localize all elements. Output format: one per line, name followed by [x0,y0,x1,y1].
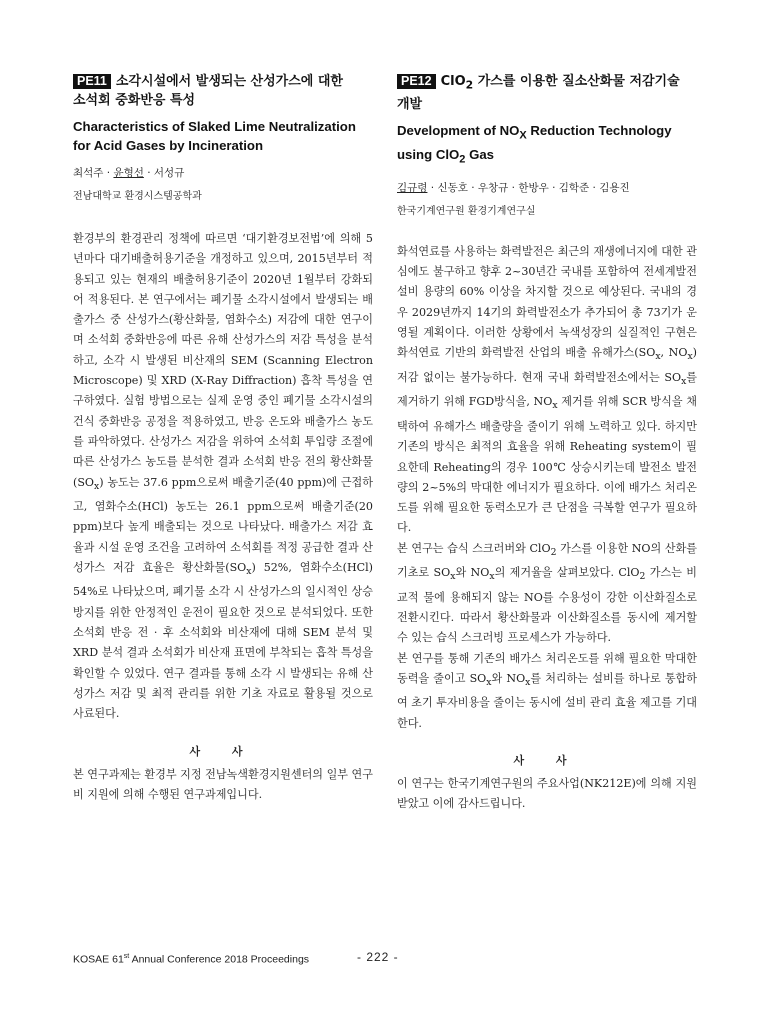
authors: 최석주 · 윤형선 · 서성규 [73,167,185,179]
body-paragraph: 본 연구를 통해 기존의 배가스 처리온도를 위해 필요한 막대한 동력을 줄이고 $SO_x$와 $NO_x$를 처리하는 설비를 하나로 통합하여 초기 투자비용을 줄이는 동시에 설비 관리 효율 제고를 기대한다. [397,651,697,730]
page-number: - 222 - [357,950,399,964]
conference-footer: KOSAE 61st Annual Conference 2018 Proceedings [73,953,310,966]
body-paragraph: 환경부의 환경관리 정책에 따르면 ‘대기환경보전법’에 의해 5년마다 대기배출허용기준을 개정하고 있으며, 2015년부터 적용되고 있는 현재의 배출허용기준이 2020년 1월부터 강화되어 적용된다. 본 연구에서는 폐기물 소각시설에서 발생되는 배출가스 중 산성가스(황산화물, 염화수소) 저감에 대한 연구이며 소석회 중화반응에 따른 유해 산성가스의 저감 특성을 분석하고, 소각 시 발생된 비산재의 SEM (Scanning Electron Microscope) 및 XRD (X-Ray Diffraction) 흡착 특성을 연구하였다. 실험 방법으로는 실제 운영 중인 폐기물 소각시설의 건식 중화반응 공정을 적용하였고, 반응 온도와 배출가스 농도를 파악하였다. 산성가스 저감을 위하여 소석회 투입량 조절에 따른 산성가스 농도를 분석한 결과 소석회 반응 전의 황산화물$(SO_x)$ 농도는 37.6 ppm으로써 배출기준(40 ppm)에 근접하고, 염화수소(HCl) 농도는 26.1 ppm으로써 배출기준(20 ppm)보다 높게 배출되는 것으로 나타났다. 배출가스 저감 효율과 시설 운영 조건을 고려하여 소석회를 적정 공급한 결과 산성가스 저감 효율은 황산화물$(SO_x)$ 52%, 염화수소(HCl) 54%로 나타났으며, 폐기물 소각 시 산성가스의 일시적인 상승 방지를 위한 안정적인 운전이 필요한 것으로 분석되었다. 또한 소석회 반응 전 · 후 소석회와 비산재에 대해 SEM 분석 및 XRD 분석 결과 소석회가 비산재 표면에 부착되는 흡착 특성을 확인할 수 있었다. 연구 결과를 통해 소각 시 발생되는 유해 산성가스 저감 및 최적 관리를 위한 기초 자료로 활용될 것으로 사료된다. [73,232,373,721]
acknowledgement-text: 본 연구과제는 환경부 지정 전남녹색환경지원센터의 일부 연구비 지원에 의해 수행된 연구과제입니다. [73,767,373,801]
presenting-author: 윤형선 [113,167,144,179]
authors: 김규령 · 신동호 · 우창규 · 한방우 · 김학준 · 김용진 [397,181,630,194]
body-paragraph: 화석연료를 사용하는 화력발전은 최근의 재생에너지에 대한 관심에도 불구하고 향후 2~30년간 국내를 포함하여 전세계발전 설비 용량의 60% 이상을 차지할 것으로 예상된다. 국내의 경우 2029년까지 14기의 화력발전소가 추가되어 총 73기가 운영될 계획이다. 이러한 상황에서 녹색성장의 실질적인 구현은 화석연료 기반의 화력발전 산업의 배출 유해가스($SO_x$, $NO_x$) 저감 없이는 불가능하다. 현재 국내 화력발전소에서는 $SO_x$를 제거하기 위해 FGD방식을, $NO_x$ 제거를 위해 SCR 방식을 채택하여 유해가스 배출량을 줄이기 위해 노력하고 있다. 하지만 기존의 방식은 최적의 효율을 위해 Reheating system이 필요한데 Reheating의 경우 100℃ 상승시키는데 발전소 발전량의 2~5%의 막대한 에너지가 필요하다. 이에 배가스 처리온도를 위해 필요한 동력소모가 큰 단점을 극복할 연구가 필요하다. [397,244,697,535]
title-english: Development of $NO_X$ Reduction Technology using ClO$_2$ Gas [397,122,672,166]
title-korean: PE11 소각시설에서 발생되는 산성가스에 대한 소석회 중화반응 특성 [73,74,343,108]
abstract-body [397,242,697,734]
abstract-pe11 [73,72,373,805]
acknowledgement-heading: 사 사 [189,744,257,758]
title-korean: PE12 ClO$_2$ 가스를 이용한 질소산화물 저감기술 개발 [397,74,680,112]
body-paragraph: 본 연구는 습식 스크러버와 ClO$_2$ 가스를 이용한 NO의 산화를 기초로 $SO_x$와 $NO_x$의 제거율을 살펴보았다. ClO$_2$ 가스는 비교적 물에 용해되지 않는 NO를 수용성이 강한 이산화질소로 전환시킨다. 따라서 황산화물과 이산화질소를 동시에 제거할 수 있는 습식 스크러빙 프로세스가 가능하다. [397,541,698,645]
title-english: Characteristics of Slaked Lime Neutralization for Acid Gases by Incineration [73,119,356,153]
abstract-pe12 [397,72,697,815]
affiliation: 한국기계연구원 환경기계연구실 [397,205,536,217]
acknowledgement-text: 이 연구는 한국기계연구원의 주요사업(NK212E)에 의해 지원받았고 이에 감사드립니다. [397,777,697,811]
acknowledgement-heading: 사 사 [513,754,581,768]
abstract-body [73,229,373,725]
abstract-badge: PE12 [397,74,436,89]
presenting-author: 김규령 [397,181,428,194]
abstract-badge: PE11 [73,74,111,89]
affiliation: 전남대학교 환경시스템공학과 [73,191,202,202]
